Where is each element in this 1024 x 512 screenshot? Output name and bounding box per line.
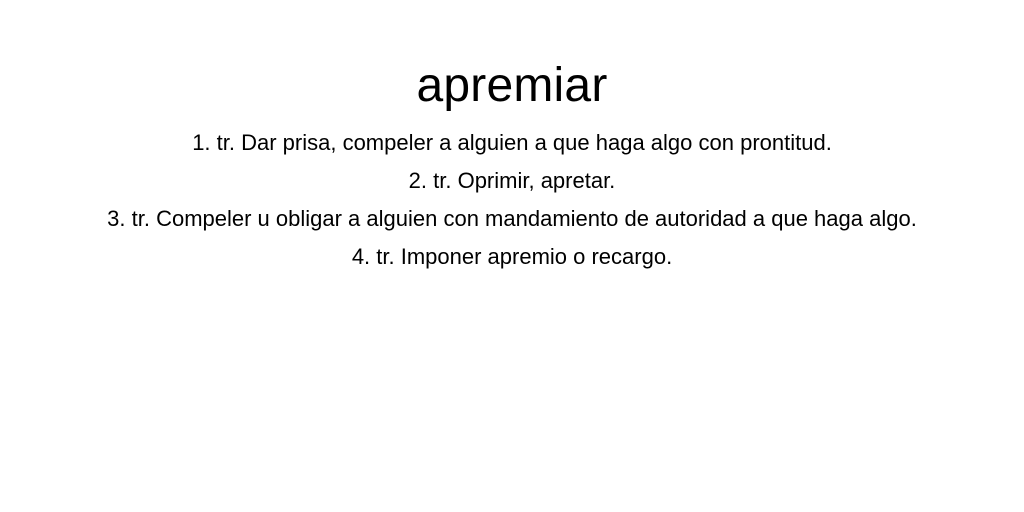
definition-item-3: 3. tr. Compeler u obligar a alguien con mandamiento de autoridad a que haga algo. [107,206,917,231]
definition-item-4: 4. tr. Imponer apremio o recargo. [351,244,673,269]
definition-item-1: 1. tr. Dar prisa, compeler a alguien a que haga algo con prontitud. [192,130,832,155]
headword-title: apremiar [416,59,608,112]
definition-item-2: 2. tr. Oprimir, apretar. [408,168,616,193]
definition-list [70,124,954,276]
